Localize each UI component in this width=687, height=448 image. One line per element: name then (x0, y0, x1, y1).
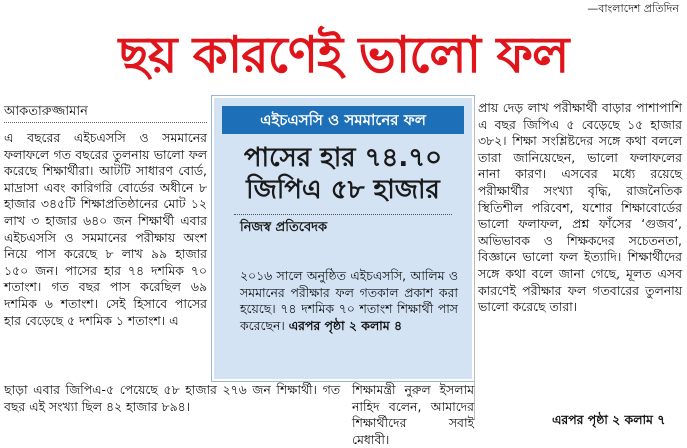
news-box (212, 96, 474, 381)
source-credit: —বাংলাদেশ প্রতিদিন (587, 2, 679, 15)
column-divider (474, 100, 475, 420)
article-column-3: প্রায় দেড় লাখ পরীক্ষার্থী বাড়ার পাশাপাশি এ বছর জিপিএ ৫ বেড়েছে ১৫ হাজার ৩৮২। শিক্ষা সংশ্লিষ্টদের সঙ্গে কথা বললে তারা জানিয়েছেন, ভালো ফলাফলের নানা কারণ। এসবের মধ্যে রয়েছে পরীক্ষার্থীর সংখ্যা বৃদ্ধি, রাজনৈতিক স্থিতিশীল পরিবেশ, যশোর শিক্ষাবোর্ডের ভালো ফলাফল, প্রশ্ন ফাঁসের ‘গুজব’, অভিভাবক ও শিক্ষকদের সচেতনতা, বিজ্ঞানে ভালো ফল ইত্যাদি। শিক্ষার্থীদের সঙ্গে কথা বলে জানা গেছে, মূলত এসব কারণেই পরীক্ষার ফল গতবারের তুলনায় ভালো করেছে তারা। (478, 100, 682, 315)
article-column-3-tail: শিক্ষামন্ত্রী নুরুল ইসলাম নাহিদ বলেন, আমাদের শিক্ষার্থীদের সবাই মেধাবী। (352, 382, 474, 447)
box-continued-link[interactable]: এরপর পৃষ্ঠা ২ কলাম ৪ (288, 317, 403, 333)
byline: আকতারুজ্জামান (4, 104, 88, 119)
box-title-line-1: পাসের হার ৭৪.৭০ (243, 143, 443, 173)
box-body-text: ২০১৬ সালে অনুষ্ঠিত এইচএসসি, আলিম ও সমমানের পরীক্ষার ফল গতকাল প্রকাশ করা হয়েছে। ৭৪ দশমিক ৭০ শতাংশ শিক্ষার্থী পাস করেছেন। (240, 268, 458, 333)
box-header: এইচএসসি ও সমমানের ফল (222, 106, 464, 134)
continued-link[interactable]: এরপর পৃষ্ঠা ২ কলাম ৭ (552, 412, 666, 427)
box-divider (234, 214, 452, 215)
box-title-line-2: জিপিএ ৫৮ হাজার (246, 175, 440, 205)
article-column-1-tail: ছাড়া এবার জিপিএ-৫ পেয়েছে ৫৮ হাজার ২৭৬ জন শিক্ষার্থী। গত বছর এই সংখ্যা ছিল ৪২ হাজার ৮৯৪। (4, 382, 340, 414)
article-column-1: এ বছরের এইচএসসি ও সমমানের ফলাফলে গত বছরের তুলনায় ভালো ফল করেছে শিক্ষার্থীরা। আটটি সাধারণ বোর্ড, মাদ্রাসা এবং কারিগরি বোর্ডের অধীনে ৮ হাজার ৩৪৫টি শিক্ষাপ্রতিষ্ঠানের মোট ১২ লাখ ৩ হাজার ৬৪০ জন শিক্ষার্থী এবার এইচএসসি ও সমমানের পরীক্ষায় অংশ নিয়ে পাস করেছে ৮ লাখ ৯৯ হাজার ১৫০ জন। পাসের হার ৭৪ দশমিক ৭০ শতাংশ। গত বছর পাস করেছিল ৬৯ দশমিক ৬ শতাংশ। সেই হিসাবে পাসের হার বেড়েছে ৫ দশমিক ১ শতাংশ। এ (4, 130, 207, 328)
box-title (222, 142, 464, 206)
byline-container (4, 100, 207, 123)
headline: ছয় কারণেই ভালো ফল (118, 26, 569, 84)
masthead-strip (0, 0, 687, 22)
box-body (240, 268, 458, 334)
box-reporter: নিজস্ব প্রতিবেদক (240, 220, 328, 235)
